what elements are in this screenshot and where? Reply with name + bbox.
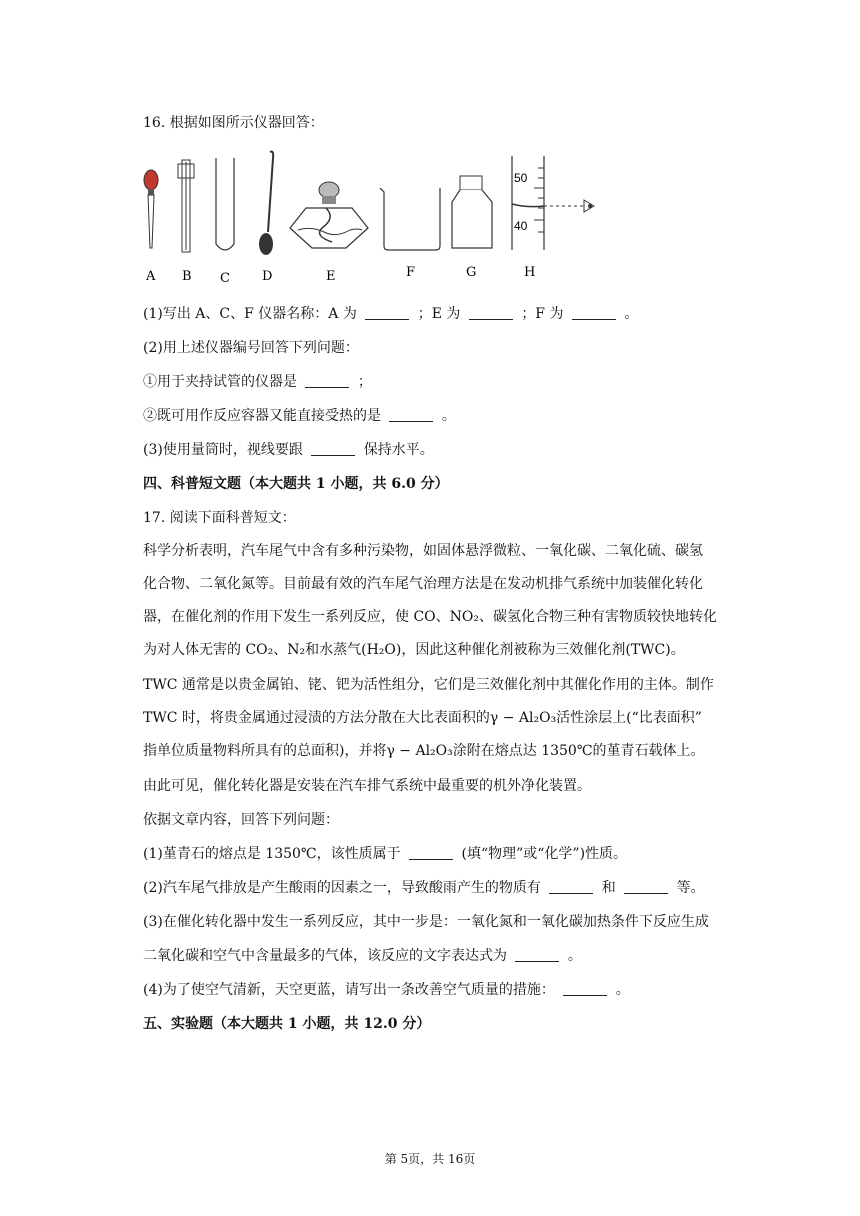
test-tube-holder-icon	[178, 160, 194, 252]
label-b: B	[182, 269, 192, 284]
question-17-title: 17. 阅读下面科普短文：	[143, 510, 296, 526]
answer-blank	[365, 307, 409, 320]
answer-blank	[515, 949, 559, 962]
answer-blank	[305, 375, 349, 388]
q17-q2-text-b: 和	[601, 880, 616, 896]
alcohol-lamp-icon	[290, 182, 368, 248]
q17-q1-text-a: (1)堇青石的熔点是 1350℃，该性质属于	[143, 846, 401, 862]
q16-part1	[143, 305, 638, 323]
passage-line-8: 由此可见，催化转化器是安装在汽车排气系统中最重要的机外净化装置。	[143, 778, 591, 794]
dropper-icon	[144, 170, 158, 248]
q17-q2-text-c: 等。	[676, 880, 705, 896]
q16-p3-text-b: ；	[357, 374, 372, 390]
q16-part2-1	[143, 373, 372, 391]
q17-q3-text-b: 二氧化碳和空气中含量最多的气体，该反应的文字表达式为	[143, 948, 507, 964]
measuring-cylinder-icon	[512, 156, 594, 250]
label-c: C	[220, 271, 230, 286]
passage-line-7: 指单位质量物料所具有的总面积)，并将γ − Al₂O₃涂附在熔点达 1350℃的堇青石载体上。	[143, 743, 705, 759]
page-footer: 第 5页，共 16页	[384, 1152, 476, 1166]
passage-line-1: 科学分析表明，汽车尾气中含有多种污染物，如固体悬浮微粒、一氧化碳、二氧化硫、碳氢	[143, 543, 703, 559]
q17-part2	[143, 879, 705, 897]
answer-blank	[311, 443, 355, 456]
q16-p3-text-a: ①用于夹持试管的仪器是	[143, 374, 297, 390]
instrument-figure	[136, 148, 606, 288]
q16-part3	[143, 441, 434, 459]
passage-line-2: 化合物、二氧化氮等。目前最有效的汽车尾气治理方法是在发动机排气系统中加装催化转化	[143, 576, 703, 592]
answer-blank	[389, 409, 433, 422]
combustion-spoon-icon	[259, 152, 273, 255]
q17-part1	[143, 845, 627, 863]
section-4-heading: 四、科普短文题（本大题共 1 小题，共 6.0 分）	[143, 476, 449, 492]
answer-blank	[469, 307, 513, 320]
passage-line-5: TWC 通常是以贵金属铂、铑、钯为活性组分，它们是三效催化剂中其催化作用的主体。制作	[143, 677, 714, 693]
q16-p5-text-b: 保持水平。	[363, 442, 434, 458]
q16-p1-text-c: ；F 为	[521, 306, 564, 322]
q16-part2: (2)用上述仪器编号回答下列问题：	[143, 340, 359, 356]
answer-blank	[409, 847, 453, 860]
q16-p1-text-b: ；E 为	[417, 306, 461, 322]
q16-part2-2	[143, 407, 456, 425]
label-d: D	[262, 269, 273, 284]
answer-blank	[624, 881, 668, 894]
test-tube-icon	[216, 158, 234, 250]
label-f: F	[406, 265, 416, 280]
label-g: G	[466, 265, 477, 280]
q17-q3-text-c: 。	[567, 948, 582, 964]
answer-blank	[563, 983, 607, 996]
q17-part3-line2	[143, 947, 582, 965]
answer-blank	[549, 881, 593, 894]
q17-part3-line1: (3)在催化转化器中发生一系列反应，其中一步是：一氧化氮和一氧化碳加热条件下反应生成	[143, 914, 709, 930]
scale-40-label: 40	[514, 219, 528, 233]
passage-line-9: 依据文章内容，回答下列问题：	[143, 812, 339, 828]
reagent-bottle-icon	[452, 176, 492, 248]
q16-p4-text-b: 。	[441, 408, 456, 424]
question-16-title: 16. 根据如图所示仪器回答：	[143, 115, 324, 131]
section-5-heading: 五、实验题（本大题共 1 小题，共 12.0 分）	[143, 1016, 431, 1032]
scale-50-label: 50	[514, 171, 528, 185]
q16-p1-text-a: (1)写出 A、C、F 仪器名称：A 为	[143, 306, 357, 322]
q17-q2-text-a: (2)汽车尾气排放是产生酸雨的因素之一，导致酸雨产生的物质有	[143, 880, 541, 896]
q17-q1-text-b: (填“物理”或“化学”)性质。	[461, 846, 628, 862]
q17-q4-text-a: (4)为了使空气清新，天空更蓝，请写出一条改善空气质量的措施：	[143, 982, 555, 998]
q16-p1-text-d: 。	[624, 306, 639, 322]
passage-line-6: TWC 时，将贵金属通过浸渍的方法分散在大比表面积的γ − Al₂O₃活性涂层上(“比表面积”	[143, 710, 702, 726]
answer-blank	[572, 307, 616, 320]
passage-line-3: 器，在催化剂的作用下发生一系列反应，使 CO、NO₂、碳氢化合物三种有害物质较快地转化	[143, 609, 717, 625]
label-a: A	[146, 269, 156, 284]
q16-p4-text-a: ②既可用作反应容器又能直接受热的是	[143, 408, 381, 424]
passage-line-4: 为对人体无害的 CO₂、N₂和水蒸气(H₂O)，因此这种催化剂被称为三效催化剂(TWC)。	[143, 642, 685, 658]
label-e: E	[326, 269, 336, 284]
q17-q4-text-b: 。	[615, 982, 630, 998]
label-h: H	[524, 265, 536, 280]
q16-p5-text-a: (3)使用量筒时，视线要跟	[143, 442, 303, 458]
q17-part4	[143, 981, 630, 999]
beaker-icon	[380, 188, 440, 250]
